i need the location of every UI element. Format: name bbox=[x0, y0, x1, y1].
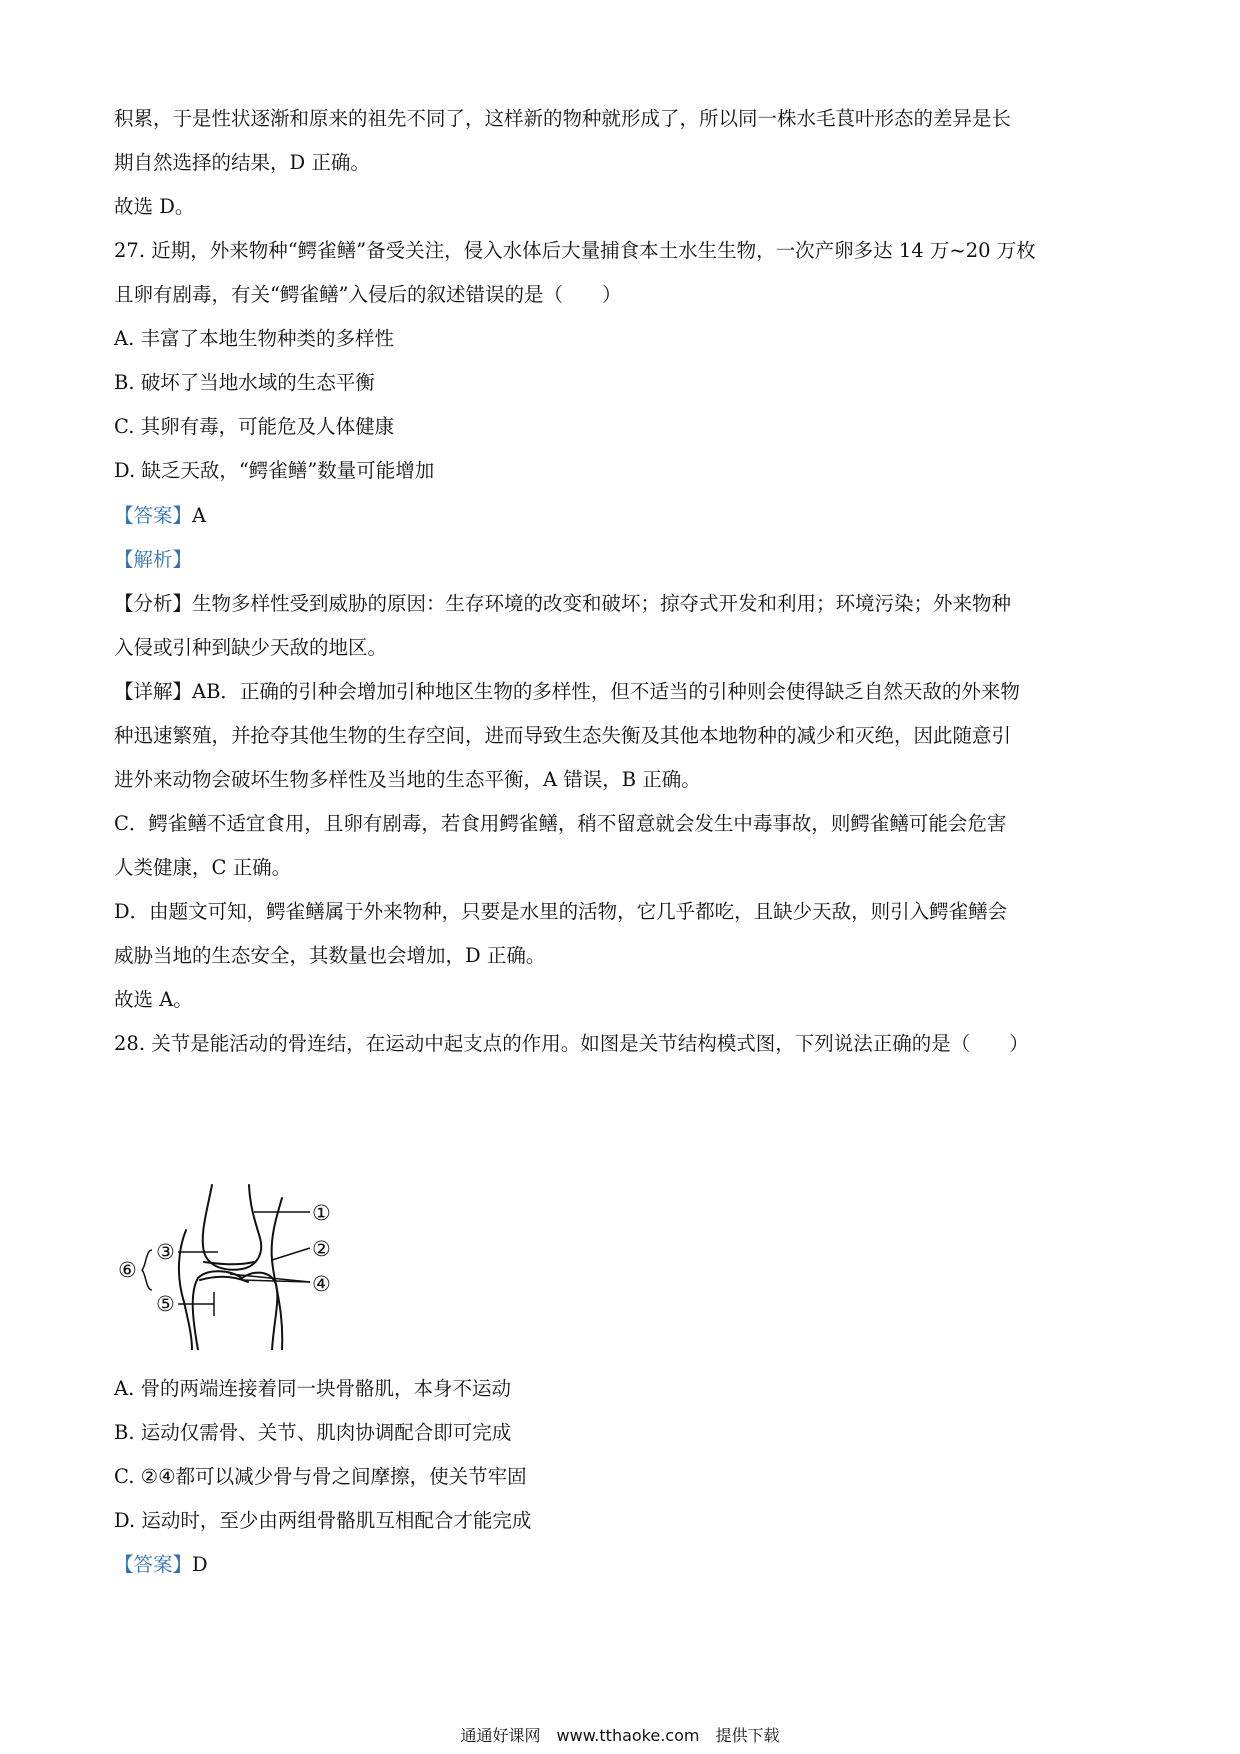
option-a: A. 骨的两端连接着同一块骨骼肌，本身不运动 bbox=[114, 1377, 511, 1400]
option-b: B. 运动仅需骨、关节、肌肉协调配合即可完成 bbox=[114, 1421, 512, 1444]
upper-bone bbox=[203, 1185, 261, 1270]
option-c: C. ②④都可以减少骨与骨之间摩擦，使关节牢固 bbox=[114, 1465, 527, 1488]
paragraph-line: 威胁当地的生态安全，其数量也会增加，D 正确。 bbox=[114, 944, 546, 967]
answer-value: A bbox=[192, 504, 207, 527]
answer-value: D bbox=[192, 1553, 208, 1576]
conclusion: 故选 D。 bbox=[114, 195, 195, 218]
joint-outline bbox=[179, 1185, 282, 1350]
paragraph-line: 积累，于是性状逐渐和原来的祖先不同了，这样新的物种就形成了，所以同一株水毛茛叶形态的差异是长 bbox=[114, 107, 1012, 130]
answer-tag: 【答案】 bbox=[114, 504, 193, 527]
option-d: D. 运动时，至少由两组骨骼肌互相配合才能完成 bbox=[114, 1509, 532, 1532]
paragraph-line: 种迅速繁殖，并抢夺其他生物的生存空间，进而导致生态失衡及其他本地物种的减少和灭绝，因此随意引 bbox=[114, 724, 1012, 747]
xiangjie-line bbox=[114, 679, 1020, 705]
paragraph-line: 入侵或引种到缺少天敌的地区。 bbox=[114, 636, 388, 659]
joint-structure-diagram bbox=[112, 1180, 382, 1350]
fenxi-text: 生物多样性受到威胁的原因：生存环境的改变和破坏；掠夺式开发和利用；环境污染；外来物种 bbox=[192, 592, 1012, 615]
label-1: ① bbox=[312, 1201, 331, 1225]
label-5: ⑤ bbox=[156, 1292, 175, 1316]
option-d: D. 缺乏天敌，“鳄雀鳝”数量可能增加 bbox=[114, 459, 435, 482]
fenxi-tag: 【分析】 bbox=[114, 592, 193, 615]
joint-capsule-left bbox=[179, 1230, 192, 1350]
option-c: C. 其卵有毒，可能危及人体健康 bbox=[114, 415, 395, 438]
paragraph-line: 人类健康，C 正确。 bbox=[114, 856, 292, 879]
xiangjie-tag: 【详解】 bbox=[114, 680, 193, 703]
label-4: ④ bbox=[312, 1272, 331, 1296]
paragraph-line: D．由题文可知，鳄雀鳝属于外来物种，只要是水里的活物，它几乎都吃，且缺少天敌，则引入鳄雀鳝会 bbox=[114, 900, 1008, 923]
paragraph-line: C．鳄雀鳝不适宜食用，且卵有剧毒，若食用鳄雀鳝，稍不留意就会发生中毒事故，则鳄雀鳝可能会危害 bbox=[114, 812, 1007, 835]
analysis-line bbox=[114, 547, 192, 573]
question-27-stem: 且卵有剧毒，有关“鳄雀鳝”入侵后的叙述错误的是（ ） bbox=[114, 283, 622, 306]
option-b: B. 破坏了当地水域的生态平衡 bbox=[114, 371, 375, 394]
lower-bone bbox=[193, 1271, 278, 1350]
paragraph-line: 期自然选择的结果，D 正确。 bbox=[114, 151, 370, 174]
label-3: ③ bbox=[156, 1240, 175, 1264]
label-2: ② bbox=[312, 1237, 331, 1261]
fenxi-line bbox=[114, 591, 1011, 617]
answer-tag: 【答案】 bbox=[114, 1553, 193, 1576]
paragraph-line: 进外来动物会破坏生物多样性及当地的生态平衡，A 错误，B 正确。 bbox=[114, 768, 701, 791]
conclusion: 故选 A。 bbox=[114, 988, 193, 1011]
answer-line bbox=[114, 503, 206, 529]
xiangjie-text: AB．正确的引种会增加引种地区生物的多样性，但不适当的引种则会使得缺乏自然天敌的外来物 bbox=[192, 680, 1020, 703]
joint-capsule-right bbox=[272, 1198, 283, 1350]
grouping-brace bbox=[142, 1250, 152, 1290]
analysis-tag: 【解析】 bbox=[114, 548, 193, 571]
answer-line bbox=[114, 1552, 208, 1578]
option-a: A. 丰富了本地生物种类的多样性 bbox=[114, 327, 394, 350]
label-6: ⑥ bbox=[118, 1258, 137, 1282]
question-28-stem: 28. 关节是能活动的骨连结，在运动中起支点的作用。如图是关节结构模式图，下列说法正确的是（ ） bbox=[114, 1032, 1029, 1055]
question-27-stem: 27. 近期，外来物种“鳄雀鳝”备受关注，侵入水体后大量捕食本土水生生物，一次产卵多达 14 万~20 万枚 bbox=[114, 239, 1036, 262]
page-footer: 通通好课网 www.tthaoke.com 提供下载 bbox=[460, 1726, 780, 1745]
